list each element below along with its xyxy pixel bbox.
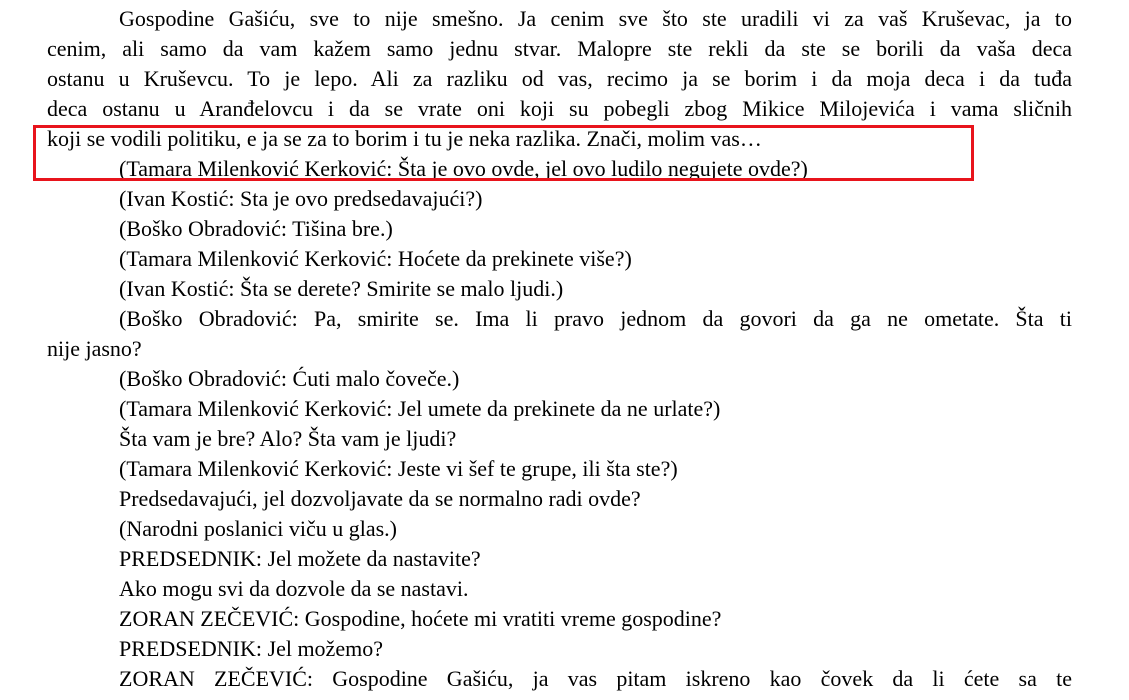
text-line: ZORAN ZEČEVIĆ: Gospodine, hoćete mi vratiti vreme gospodine? — [119, 606, 722, 631]
text-line: koji se vodili politiku, e ja se za to borim i tu je neka razlika. Znači, molim vas… — [47, 126, 762, 151]
text-line: (Narodni poslanici viču u glas.) — [119, 516, 397, 541]
text-line: ostanu u Kruševcu. To je lepo. Ali za razliku od vas, recimo ja se borim i da moja deca i da tuđa — [47, 66, 1072, 91]
text-line: (Boško Obradović: Ćuti malo čoveče.) — [119, 366, 460, 391]
text-line: (Boško Obradović: Tišina bre.) — [119, 216, 393, 241]
text-line: cenim, ali samo da vam kažem samo jednu stvar. Malopre ste rekli da ste se borili da vaša deca — [47, 36, 1072, 61]
text-line: deca ostanu u Aranđelovcu i da se vrate oni koji su pobegli zbog Mikice Milojevića i vama sličnih — [47, 96, 1072, 121]
text-line: (Boško Obradović: Pa, smirite se. Ima li pravo jednom da govori da ga ne ometate. Šta ti — [119, 306, 1072, 331]
text-line: (Tamara Milenković Kerković: Šta je ovo ovde, jel ovo ludilo negujete ovde?) — [119, 156, 808, 181]
text-line: (Ivan Kostić: Šta se derete? Smirite se malo ljudi.) — [119, 276, 564, 301]
text-line: (Tamara Milenković Kerković: Jeste vi šef te grupe, ili šta ste?) — [119, 456, 678, 481]
text-line: Šta vam je bre? Alo? Šta vam je ljudi? — [119, 426, 457, 451]
text-line: PREDSEDNIK: Jel možete da nastavite? — [119, 546, 481, 571]
text-line: PREDSEDNIK: Jel možemo? — [119, 636, 383, 661]
text-line: Predsedavajući, jel dozvoljavate da se normalno radi ovde? — [119, 486, 641, 511]
text-line: (Tamara Milenković Kerković: Jel umete da prekinete da ne urlate?) — [119, 396, 721, 421]
document-page — [47, 4, 1072, 694]
text-line: Ako mogu svi da dozvole da se nastavi. — [119, 576, 469, 601]
text-line: (Ivan Kostić: Sta je ovo predsedavajući?) — [119, 186, 483, 211]
text-line: (Tamara Milenković Kerković: Hoćete da prekinete više?) — [119, 246, 632, 271]
text-line: Gospodine Gašiću, sve to nije smešno. Ja cenim sve što ste uradili vi za vaš Kruševac, ja to — [119, 6, 1072, 31]
text-line: nije jasno? — [47, 336, 142, 361]
text-line: ZORAN ZEČEVIĆ: Gospodine Gašiću, ja vas pitam iskreno kao čovek da li ćete sa te — [119, 666, 1072, 691]
